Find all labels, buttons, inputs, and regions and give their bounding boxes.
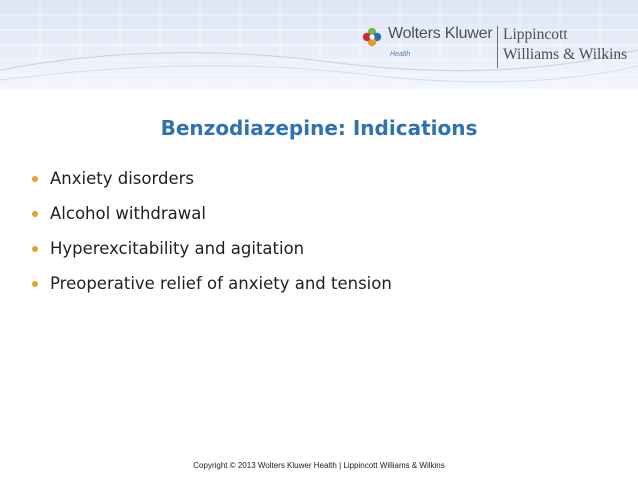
header-band <box>0 0 638 90</box>
publisher-line-2: Williams & Wilkins <box>503 46 628 63</box>
publisher-line-1: Lippincott <box>503 26 568 43</box>
brand-name: Wolters Kluwer <box>388 25 493 42</box>
publisher-logo <box>362 22 634 72</box>
bullet-dot-icon <box>32 246 38 252</box>
bullet-list <box>32 168 392 308</box>
list-item <box>32 168 392 203</box>
wolters-kluwer-logo-icon <box>362 27 382 47</box>
list-item <box>32 273 392 308</box>
list-item-text: Anxiety disorders <box>50 169 194 188</box>
list-item-text: Hyperexcitability and agitation <box>50 239 305 258</box>
brand-sub: Health <box>390 51 411 58</box>
bullet-dot-icon <box>32 281 38 287</box>
list-item <box>32 238 392 273</box>
copyright-footer: Copyright © 2013 Wolters Kluwer Health | Lippincott Williams & Wilkins <box>193 461 445 470</box>
logo-divider <box>497 26 498 68</box>
slide-title: Benzodiazepine: Indications <box>160 116 478 140</box>
list-item-text: Alcohol withdrawal <box>50 204 206 223</box>
list-item <box>32 203 392 238</box>
bullet-dot-icon <box>32 211 38 217</box>
bullet-dot-icon <box>32 176 38 182</box>
list-item-text: Preoperative relief of anxiety and tension <box>50 274 392 293</box>
